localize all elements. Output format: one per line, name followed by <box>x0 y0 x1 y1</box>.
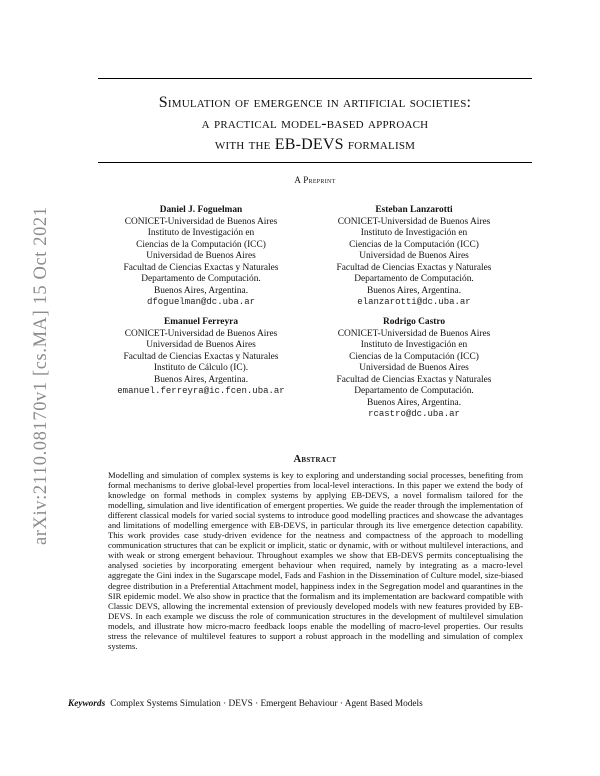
preprint-label: A Preprint <box>294 175 336 185</box>
keywords-label: Keywords <box>68 699 106 709</box>
author-affiliation-line: Buenos Aires, Argentina. <box>366 397 462 408</box>
author-name: Emanuel Ferreyra <box>163 317 239 327</box>
author-block <box>91 317 311 398</box>
author-affiliation-line: Instituto de Investigación en <box>147 228 255 238</box>
author-affiliation-line: CONICET-Universidad de Buenos Aires <box>124 328 278 339</box>
author-affiliation-line: CONICET-Universidad de Buenos Aires <box>337 216 491 227</box>
author-email[interactable]: elanzarotti@dc.uba.ar <box>357 297 471 307</box>
author-name: Daniel J. Foguelman <box>159 205 243 215</box>
author-affiliation-line: Facultad de Ciencias Exactas y Naturales <box>336 374 492 385</box>
author-affiliation-line: Facultad de Ciencias Exactas y Naturales <box>123 262 279 273</box>
abstract-text: Modelling and simulation of complex systems is key to exploring and understanding social processes, benefiting from formal mechanisms to derive global-level properties from local-level interactions. In this paper we extend the body of knowledge on formal methods in complex systems by applying EB-DEVS, a novel formalism tailored for the modelling, simulation and live identification of emergent properties. We guide the reader through the implementation of different classical models for varied social systems to introduce good modelling practices and showcase the advantages and limitations of modelling emergence with EB-DEVS, in particular through its live emergence detection capability. This work provides case study-driven evidence for the neatness and compactness of the approach to modelling communication structures that can be explicit or implicit, static or dynamic, with or without multilevel interactions, and with weak or strong emergent behaviour. Throughout examples we show that EB-DEVS permits conceptualising the analysed societies by incorporating emergent behaviour when required, namely by integrating as a macro-level aggregate the Gini index in the Sugarscape model, Fads and Fashion in the Dissemination of Culture model, size-biased degree distribution in a Preferential Attachment model, happiness index in the Segregation model and quarantines in the SIR epidemic model. We also show in practice that the formalism and its implementation are backward compatible with Classic DEVS, allowing the incremental extension of previously developed models with new features provided by EB-DEVS. In each example we discuss the role of communication structures in the development of multilevel simulation models, and illustrate how micro-macro feedback loops enable the modelling of macro-level properties. Our results stress the relevance of multilevel features to support a robust approach in the modelling and simulation of complex systems. <box>108 470 523 651</box>
title-line-1: Simulation of emergence in artificial societies: <box>158 94 472 111</box>
author-affiliation-line: Facultad de Ciencias Exactas y Naturales <box>123 351 279 362</box>
author-affiliation-line: Departamento de Computación. <box>354 386 474 396</box>
author-affiliation-line: CONICET-Universidad de Buenos Aires <box>337 328 491 339</box>
author-affiliation-line: Buenos Aires, Argentina. <box>366 285 462 296</box>
author-affiliation-line: Universidad de Buenos Aires <box>146 340 256 350</box>
author-affiliation-line: Facultad de Ciencias Exactas y Naturales <box>336 262 492 273</box>
author-affiliation-line: Departamento de Computación. <box>141 274 261 284</box>
abstract-heading: Abstract <box>293 454 337 465</box>
title-line-2: a practical model-based approach <box>201 115 429 132</box>
author-affiliation-line: Universidad de Buenos Aires <box>146 251 256 261</box>
author-email[interactable]: dfoguelman@dc.uba.ar <box>146 297 256 307</box>
author-affiliation-line: Universidad de Buenos Aires <box>359 363 469 373</box>
author-block <box>91 205 311 309</box>
paper-title <box>80 92 550 155</box>
author-affiliation-line: Departamento de Computación. <box>354 274 474 284</box>
author-block <box>304 205 524 309</box>
author-affiliation-line: Instituto de Investigación en <box>360 228 468 238</box>
author-affiliation-line: Ciencias de la Computación (ICC) <box>349 239 479 250</box>
author-affiliation-line: Instituto de Investigación en <box>360 340 468 350</box>
keywords-text: Complex Systems Simulation · DEVS · Emergent Behaviour · Agent Based Models <box>110 699 423 709</box>
title-bottom-rule <box>98 162 532 163</box>
arxiv-stamp[interactable]: arXiv:2110.08170v1 [cs.MA] 15 Oct 2021 <box>31 206 51 545</box>
author-block <box>304 317 524 421</box>
keywords-line <box>68 699 548 709</box>
author-affiliation-line: Instituto de Cálculo (IC). <box>153 363 249 373</box>
author-email[interactable]: emanuel.ferreyra@ic.fcen.uba.ar <box>117 386 285 396</box>
author-name: Esteban Lanzarotti <box>375 205 453 215</box>
title-top-rule <box>98 78 532 79</box>
author-affiliation-line: Buenos Aires, Argentina. <box>153 374 249 385</box>
author-affiliation-line: CONICET-Universidad de Buenos Aires <box>124 216 278 227</box>
author-affiliation-line: Buenos Aires, Argentina. <box>153 285 249 296</box>
author-name: Rodrigo Castro <box>382 317 446 327</box>
title-line-3: with the EB-DEVS formalism <box>214 136 416 153</box>
author-affiliation-line: Universidad de Buenos Aires <box>359 251 469 261</box>
author-affiliation-line: Ciencias de la Computación (ICC) <box>349 351 479 362</box>
author-email[interactable]: rcastro@dc.uba.ar <box>368 409 460 419</box>
author-affiliation-line: Ciencias de la Computación (ICC) <box>136 239 266 250</box>
